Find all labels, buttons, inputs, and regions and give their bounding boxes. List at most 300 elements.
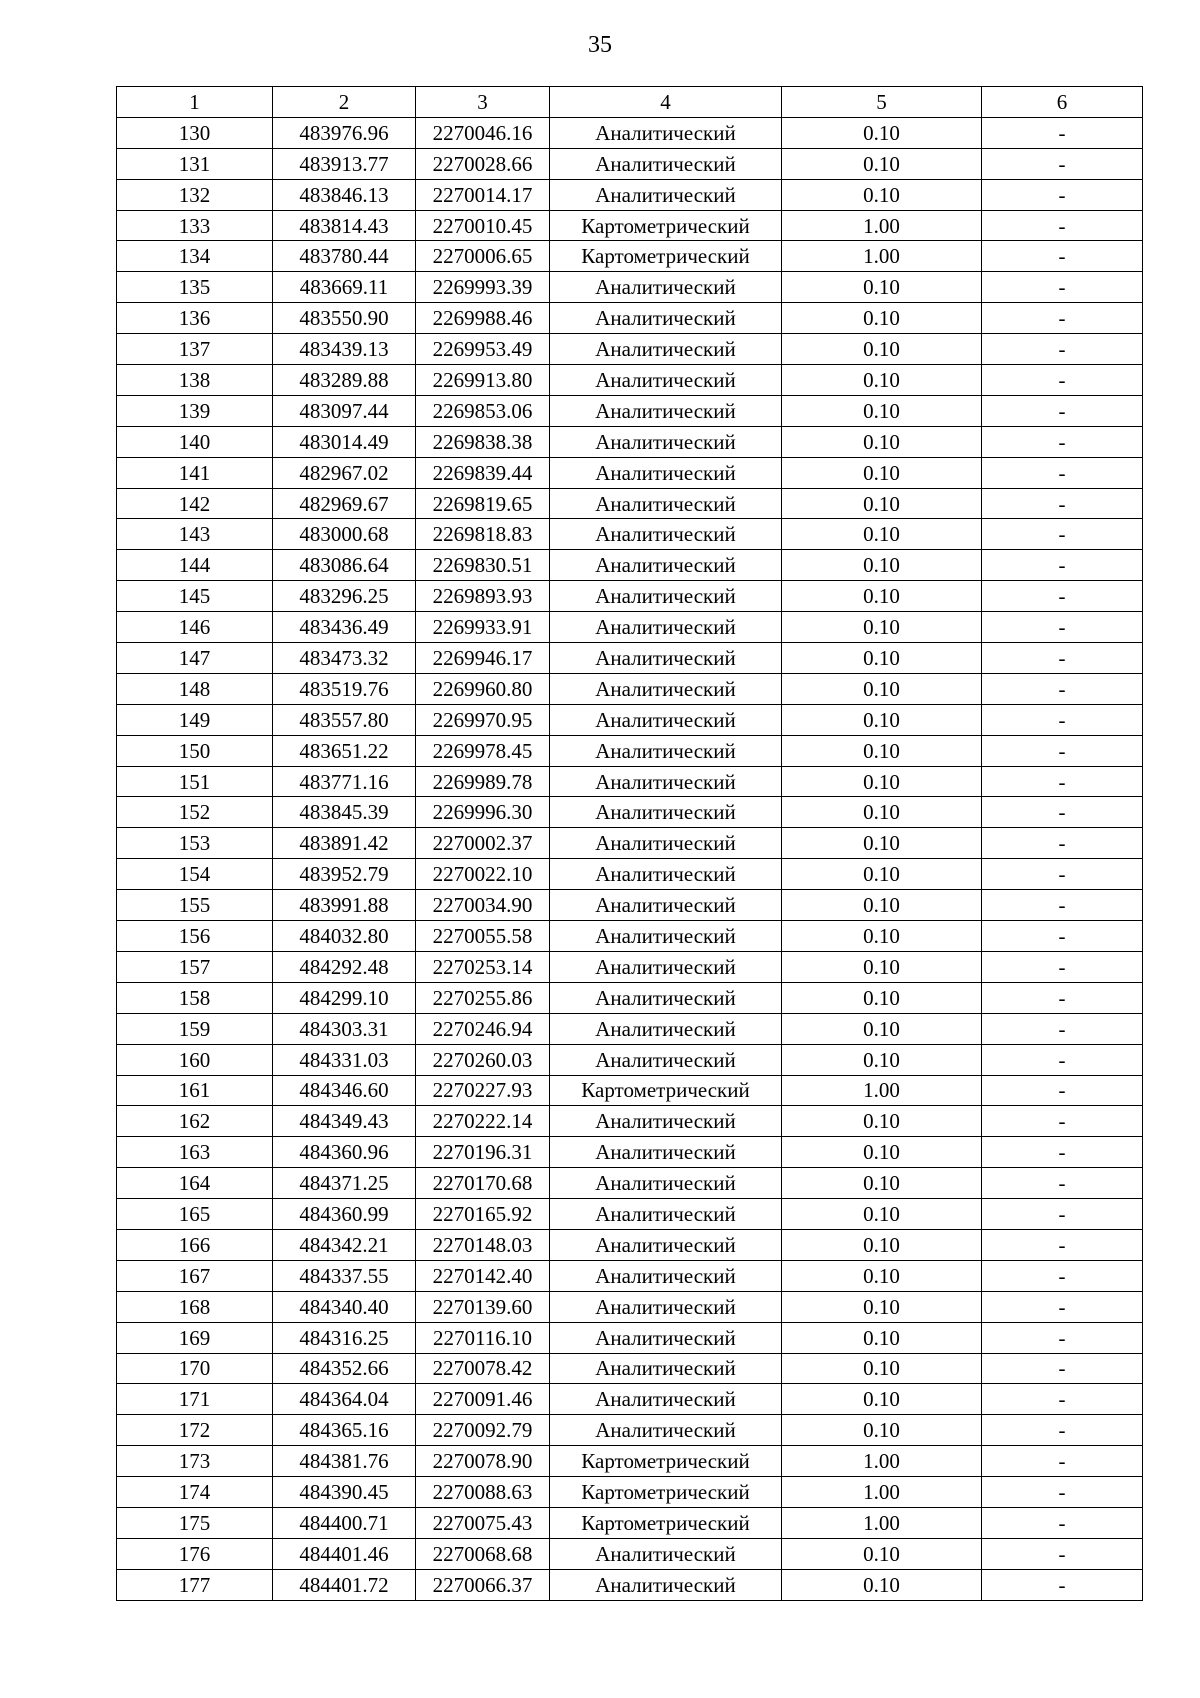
table-row [117,1075,1143,1106]
point-number-cell: 175 [117,1507,273,1538]
x-coordinate-cell: 483550.90 [273,303,416,334]
method-cell: Аналитический [550,951,782,982]
x-coordinate-cell: 484032.80 [273,921,416,952]
method-cell: Аналитический [550,365,782,396]
accuracy-cell: 0.10 [782,395,982,426]
y-coordinate-cell: 2269818.83 [416,519,550,550]
method-cell: Аналитический [550,1322,782,1353]
point-number-cell: 156 [117,921,273,952]
y-coordinate-cell: 2270075.43 [416,1507,550,1538]
accuracy-cell: 1.00 [782,210,982,241]
note-cell: - [982,797,1143,828]
x-coordinate-cell: 483557.80 [273,704,416,735]
x-coordinate-cell: 483014.49 [273,426,416,457]
column-header: 6 [982,87,1143,118]
column-header: 2 [273,87,416,118]
x-coordinate-cell: 484401.46 [273,1538,416,1569]
y-coordinate-cell: 2269978.45 [416,735,550,766]
table-row [117,1229,1143,1260]
point-number-cell: 170 [117,1353,273,1384]
point-number-cell: 160 [117,1044,273,1075]
point-number-cell: 169 [117,1322,273,1353]
point-number-cell: 165 [117,1199,273,1230]
method-cell: Аналитический [550,673,782,704]
point-number-cell: 151 [117,766,273,797]
point-number-cell: 148 [117,673,273,704]
note-cell: - [982,488,1143,519]
point-number-cell: 155 [117,890,273,921]
x-coordinate-cell: 484381.76 [273,1446,416,1477]
point-number-cell: 173 [117,1446,273,1477]
point-number-cell: 142 [117,488,273,519]
accuracy-cell: 0.10 [782,1013,982,1044]
table-row [117,828,1143,859]
table-row [117,735,1143,766]
y-coordinate-cell: 2269893.93 [416,581,550,612]
accuracy-cell: 0.10 [782,982,982,1013]
y-coordinate-cell: 2270078.42 [416,1353,550,1384]
table-row [117,1013,1143,1044]
table-row [117,797,1143,828]
method-cell: Картометрический [550,1446,782,1477]
x-coordinate-cell: 484303.31 [273,1013,416,1044]
table-row [117,519,1143,550]
note-cell: - [982,1507,1143,1538]
table-row [117,1384,1143,1415]
note-cell: - [982,1569,1143,1600]
table-row [117,1446,1143,1477]
note-cell: - [982,519,1143,550]
x-coordinate-cell: 483473.32 [273,643,416,674]
column-header: 3 [416,87,550,118]
point-number-cell: 157 [117,951,273,982]
accuracy-cell: 0.10 [782,426,982,457]
accuracy-cell: 0.10 [782,1199,982,1230]
table-row [117,951,1143,982]
x-coordinate-cell: 484342.21 [273,1229,416,1260]
point-number-cell: 158 [117,982,273,1013]
accuracy-cell: 0.10 [782,1415,982,1446]
y-coordinate-cell: 2270055.58 [416,921,550,952]
point-number-cell: 136 [117,303,273,334]
note-cell: - [982,828,1143,859]
y-coordinate-cell: 2270022.10 [416,859,550,890]
note-cell: - [982,1044,1143,1075]
point-number-cell: 135 [117,272,273,303]
method-cell: Аналитический [550,890,782,921]
accuracy-cell: 0.10 [782,488,982,519]
y-coordinate-cell: 2270253.14 [416,951,550,982]
method-cell: Аналитический [550,488,782,519]
point-number-cell: 168 [117,1291,273,1322]
table-row [117,704,1143,735]
note-cell: - [982,1013,1143,1044]
y-coordinate-cell: 2270246.94 [416,1013,550,1044]
table-row [117,859,1143,890]
x-coordinate-cell: 484316.25 [273,1322,416,1353]
column-header: 5 [782,87,982,118]
x-coordinate-cell: 483846.13 [273,179,416,210]
y-coordinate-cell: 2269946.17 [416,643,550,674]
y-coordinate-cell: 2270034.90 [416,890,550,921]
accuracy-cell: 0.10 [782,797,982,828]
table-row [117,643,1143,674]
accuracy-cell: 0.10 [782,1260,982,1291]
method-cell: Аналитический [550,643,782,674]
accuracy-cell: 0.10 [782,1291,982,1322]
note-cell: - [982,1168,1143,1199]
y-coordinate-cell: 2269953.49 [416,334,550,365]
note-cell: - [982,395,1143,426]
note-cell: - [982,550,1143,581]
table-row [117,395,1143,426]
method-cell: Аналитический [550,859,782,890]
table-row [117,1137,1143,1168]
accuracy-cell: 0.10 [782,1569,982,1600]
note-cell: - [982,859,1143,890]
point-number-cell: 166 [117,1229,273,1260]
method-cell: Аналитический [550,457,782,488]
accuracy-cell: 0.10 [782,1384,982,1415]
table-row [117,766,1143,797]
note-cell: - [982,1477,1143,1508]
accuracy-cell: 0.10 [782,1353,982,1384]
accuracy-cell: 0.10 [782,1168,982,1199]
x-coordinate-cell: 484292.48 [273,951,416,982]
table-row [117,179,1143,210]
method-cell: Аналитический [550,1353,782,1384]
method-cell: Картометрический [550,1477,782,1508]
note-cell: - [982,1260,1143,1291]
y-coordinate-cell: 2270088.63 [416,1477,550,1508]
table-row [117,1199,1143,1230]
method-cell: Аналитический [550,735,782,766]
y-coordinate-cell: 2269819.65 [416,488,550,519]
y-coordinate-cell: 2269996.30 [416,797,550,828]
x-coordinate-cell: 483991.88 [273,890,416,921]
table-row [117,1168,1143,1199]
x-coordinate-cell: 484340.40 [273,1291,416,1322]
note-cell: - [982,581,1143,612]
table-body [117,117,1143,1600]
accuracy-cell: 0.10 [782,859,982,890]
y-coordinate-cell: 2270092.79 [416,1415,550,1446]
note-cell: - [982,643,1143,674]
note-cell: - [982,1291,1143,1322]
point-number-cell: 162 [117,1106,273,1137]
table-row [117,1106,1143,1137]
x-coordinate-cell: 484390.45 [273,1477,416,1508]
y-coordinate-cell: 2270068.68 [416,1538,550,1569]
accuracy-cell: 0.10 [782,581,982,612]
x-coordinate-cell: 483651.22 [273,735,416,766]
table-row [117,272,1143,303]
accuracy-cell: 0.10 [782,303,982,334]
accuracy-cell: 0.10 [782,148,982,179]
table-row [117,1291,1143,1322]
note-cell: - [982,673,1143,704]
accuracy-cell: 0.10 [782,828,982,859]
note-cell: - [982,117,1143,148]
y-coordinate-cell: 2270091.46 [416,1384,550,1415]
x-coordinate-cell: 484371.25 [273,1168,416,1199]
method-cell: Аналитический [550,1168,782,1199]
table-row [117,1538,1143,1569]
x-coordinate-cell: 484360.99 [273,1199,416,1230]
table-row [117,1260,1143,1291]
note-cell: - [982,1353,1143,1384]
x-coordinate-cell: 484400.71 [273,1507,416,1538]
y-coordinate-cell: 2270006.65 [416,241,550,272]
table-row [117,117,1143,148]
method-cell: Аналитический [550,581,782,612]
method-cell: Аналитический [550,982,782,1013]
y-coordinate-cell: 2270010.45 [416,210,550,241]
point-number-cell: 147 [117,643,273,674]
y-coordinate-cell: 2269830.51 [416,550,550,581]
accuracy-cell: 0.10 [782,457,982,488]
method-cell: Аналитический [550,334,782,365]
y-coordinate-cell: 2269988.46 [416,303,550,334]
method-cell: Аналитический [550,272,782,303]
y-coordinate-cell: 2269993.39 [416,272,550,303]
y-coordinate-cell: 2270170.68 [416,1168,550,1199]
note-cell: - [982,766,1143,797]
table-row [117,148,1143,179]
accuracy-cell: 0.10 [782,519,982,550]
y-coordinate-cell: 2270066.37 [416,1569,550,1600]
x-coordinate-cell: 483780.44 [273,241,416,272]
method-cell: Аналитический [550,1229,782,1260]
y-coordinate-cell: 2270165.92 [416,1199,550,1230]
y-coordinate-cell: 2270260.03 [416,1044,550,1075]
x-coordinate-cell: 483669.11 [273,272,416,303]
x-coordinate-cell: 483296.25 [273,581,416,612]
table-row [117,334,1143,365]
x-coordinate-cell: 483845.39 [273,797,416,828]
x-coordinate-cell: 484364.04 [273,1384,416,1415]
table-row [117,550,1143,581]
y-coordinate-cell: 2270078.90 [416,1446,550,1477]
note-cell: - [982,1106,1143,1137]
point-number-cell: 149 [117,704,273,735]
column-header: 1 [117,87,273,118]
method-cell: Аналитический [550,550,782,581]
y-coordinate-cell: 2269989.78 [416,766,550,797]
note-cell: - [982,951,1143,982]
method-cell: Аналитический [550,519,782,550]
table-row [117,581,1143,612]
table-row [117,303,1143,334]
point-number-cell: 159 [117,1013,273,1044]
method-cell: Аналитический [550,1384,782,1415]
y-coordinate-cell: 2270255.86 [416,982,550,1013]
y-coordinate-cell: 2270046.16 [416,117,550,148]
x-coordinate-cell: 484331.03 [273,1044,416,1075]
accuracy-cell: 0.10 [782,272,982,303]
table-row [117,673,1143,704]
table-row [117,210,1143,241]
method-cell: Аналитический [550,1106,782,1137]
table-row [117,1415,1143,1446]
note-cell: - [982,148,1143,179]
accuracy-cell: 0.10 [782,1322,982,1353]
point-number-cell: 176 [117,1538,273,1569]
method-cell: Аналитический [550,921,782,952]
method-cell: Картометрический [550,210,782,241]
accuracy-cell: 1.00 [782,1075,982,1106]
method-cell: Аналитический [550,1291,782,1322]
method-cell: Аналитический [550,1199,782,1230]
point-number-cell: 150 [117,735,273,766]
x-coordinate-cell: 483436.49 [273,612,416,643]
table-row [117,890,1143,921]
method-cell: Аналитический [550,179,782,210]
x-coordinate-cell: 483976.96 [273,117,416,148]
point-number-cell: 161 [117,1075,273,1106]
method-cell: Картометрический [550,1075,782,1106]
method-cell: Картометрический [550,1507,782,1538]
x-coordinate-cell: 484299.10 [273,982,416,1013]
note-cell: - [982,1322,1143,1353]
point-number-cell: 137 [117,334,273,365]
table-row [117,1507,1143,1538]
x-coordinate-cell: 483814.43 [273,210,416,241]
table-row [117,1044,1143,1075]
table-row [117,1569,1143,1600]
point-number-cell: 144 [117,550,273,581]
accuracy-cell: 0.10 [782,334,982,365]
method-cell: Аналитический [550,395,782,426]
method-cell: Аналитический [550,148,782,179]
accuracy-cell: 0.10 [782,612,982,643]
accuracy-cell: 1.00 [782,1477,982,1508]
x-coordinate-cell: 484349.43 [273,1106,416,1137]
table-row [117,921,1143,952]
y-coordinate-cell: 2269933.91 [416,612,550,643]
method-cell: Аналитический [550,117,782,148]
page-number: 35 [588,32,612,58]
accuracy-cell: 0.10 [782,1229,982,1260]
accuracy-cell: 0.10 [782,735,982,766]
point-number-cell: 139 [117,395,273,426]
method-cell: Картометрический [550,241,782,272]
x-coordinate-cell: 484360.96 [273,1137,416,1168]
method-cell: Аналитический [550,704,782,735]
accuracy-cell: 0.10 [782,643,982,674]
method-cell: Аналитический [550,1137,782,1168]
method-cell: Аналитический [550,426,782,457]
y-coordinate-cell: 2269838.38 [416,426,550,457]
x-coordinate-cell: 483439.13 [273,334,416,365]
accuracy-cell: 0.10 [782,550,982,581]
method-cell: Аналитический [550,797,782,828]
y-coordinate-cell: 2270028.66 [416,148,550,179]
x-coordinate-cell: 484365.16 [273,1415,416,1446]
table-row [117,241,1143,272]
note-cell: - [982,179,1143,210]
table-row [117,488,1143,519]
note-cell: - [982,612,1143,643]
x-coordinate-cell: 483519.76 [273,673,416,704]
y-coordinate-cell: 2270227.93 [416,1075,550,1106]
point-number-cell: 152 [117,797,273,828]
y-coordinate-cell: 2269970.95 [416,704,550,735]
note-cell: - [982,890,1143,921]
x-coordinate-cell: 483913.77 [273,148,416,179]
point-number-cell: 132 [117,179,273,210]
y-coordinate-cell: 2270222.14 [416,1106,550,1137]
point-number-cell: 172 [117,1415,273,1446]
x-coordinate-cell: 482969.67 [273,488,416,519]
x-coordinate-cell: 483097.44 [273,395,416,426]
point-number-cell: 164 [117,1168,273,1199]
note-cell: - [982,210,1143,241]
point-number-cell: 154 [117,859,273,890]
accuracy-cell: 0.10 [782,921,982,952]
accuracy-cell: 1.00 [782,1507,982,1538]
table-row [117,1322,1143,1353]
method-cell: Аналитический [550,1538,782,1569]
accuracy-cell: 0.10 [782,1137,982,1168]
x-coordinate-cell: 484401.72 [273,1569,416,1600]
accuracy-cell: 0.10 [782,890,982,921]
note-cell: - [982,704,1143,735]
x-coordinate-cell: 483771.16 [273,766,416,797]
note-cell: - [982,1538,1143,1569]
note-cell: - [982,1199,1143,1230]
y-coordinate-cell: 2269853.06 [416,395,550,426]
note-cell: - [982,334,1143,365]
y-coordinate-cell: 2270139.60 [416,1291,550,1322]
note-cell: - [982,457,1143,488]
table-row [117,1477,1143,1508]
point-number-cell: 140 [117,426,273,457]
accuracy-cell: 0.10 [782,1106,982,1137]
method-cell: Аналитический [550,303,782,334]
point-number-cell: 133 [117,210,273,241]
coordinates-table [116,86,1143,1601]
table-row [117,426,1143,457]
table-row [117,457,1143,488]
note-cell: - [982,1446,1143,1477]
note-cell: - [982,982,1143,1013]
point-number-cell: 167 [117,1260,273,1291]
y-coordinate-cell: 2270014.17 [416,179,550,210]
accuracy-cell: 0.10 [782,117,982,148]
note-cell: - [982,921,1143,952]
accuracy-cell: 1.00 [782,241,982,272]
note-cell: - [982,1137,1143,1168]
x-coordinate-cell: 484337.55 [273,1260,416,1291]
note-cell: - [982,1415,1143,1446]
note-cell: - [982,1075,1143,1106]
accuracy-cell: 1.00 [782,1446,982,1477]
y-coordinate-cell: 2270116.10 [416,1322,550,1353]
method-cell: Аналитический [550,1044,782,1075]
y-coordinate-cell: 2269960.80 [416,673,550,704]
point-number-cell: 153 [117,828,273,859]
table-row [117,1353,1143,1384]
table-header [117,87,1143,118]
x-coordinate-cell: 482967.02 [273,457,416,488]
y-coordinate-cell: 2270196.31 [416,1137,550,1168]
accuracy-cell: 0.10 [782,704,982,735]
point-number-cell: 145 [117,581,273,612]
table-row [117,365,1143,396]
y-coordinate-cell: 2270142.40 [416,1260,550,1291]
header-row [117,87,1143,118]
